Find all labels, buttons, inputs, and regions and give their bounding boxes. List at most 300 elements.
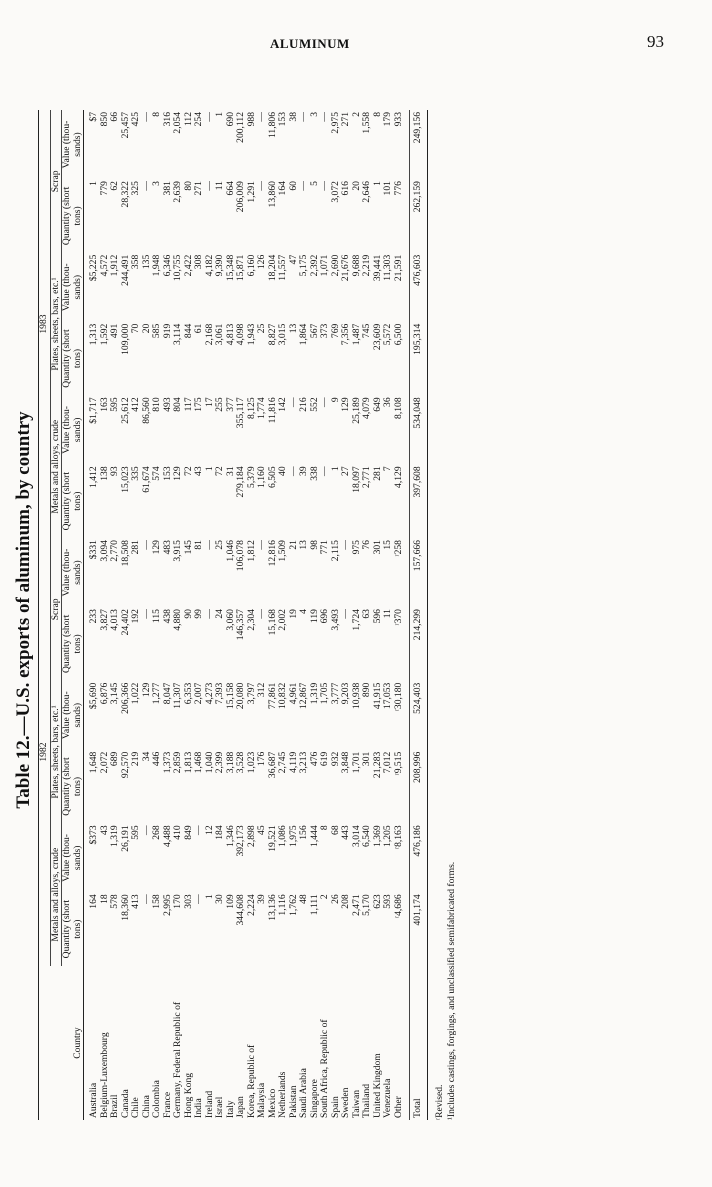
value-cell: 176 xyxy=(256,751,267,767)
value-cell: 163 xyxy=(98,397,110,412)
value-cell: 12,867 xyxy=(298,682,309,710)
country-cell: Saudi Arabia xyxy=(298,1068,309,1118)
value-cell: 2,898 xyxy=(245,825,257,847)
value-cell: $5,690 xyxy=(88,682,99,710)
value-cell: 25,457 xyxy=(119,112,131,139)
table-row xyxy=(173,110,184,1120)
value-cell: 281 xyxy=(130,540,141,555)
value-cell: — xyxy=(287,466,299,476)
value-cell: 170 xyxy=(172,894,183,909)
value-cell: 5,170 xyxy=(361,894,372,916)
table-row xyxy=(320,110,331,1120)
group-header: Plates, sheets, bars, etc.¹ xyxy=(50,681,62,824)
value-cell: 3,060 xyxy=(224,609,236,631)
value-cell: 216 xyxy=(298,397,309,412)
total-cell: 249,156 xyxy=(410,110,428,179)
value-cell: 377 xyxy=(224,397,236,412)
value-cell: 1,319 xyxy=(109,825,120,847)
value-cell: 4,572 xyxy=(98,254,110,277)
country-cell: Brazil xyxy=(109,1094,120,1118)
value-cell: 5,572 xyxy=(382,323,393,346)
value-cell: 344,608 xyxy=(235,894,246,926)
value-cell: 18 xyxy=(98,894,110,904)
value-cell: 119 xyxy=(308,609,320,624)
value-cell: — xyxy=(319,181,330,191)
total-cell: 262,159 xyxy=(410,179,428,253)
value-cell: 1,319 xyxy=(308,682,320,705)
value-cell: 325 xyxy=(130,181,141,196)
value-cell: 27 xyxy=(340,466,351,476)
value-cell: 3,915 xyxy=(172,540,183,562)
total-cell: 534,048 xyxy=(410,395,428,464)
value-cell: 1,762 xyxy=(287,894,299,916)
table-row xyxy=(278,110,289,1120)
value-cell: 6,353 xyxy=(182,682,194,705)
table-row xyxy=(383,110,394,1120)
value-cell: 4,182 xyxy=(203,254,215,277)
value-cell: 779 xyxy=(98,181,110,196)
value-cell: 596 xyxy=(371,609,383,624)
country-header: Country xyxy=(39,966,84,1120)
group-header: Plates, sheets, bars, etc.¹ xyxy=(50,253,62,396)
value-cell: 18,360 xyxy=(119,894,131,921)
value-cell: 1,046 xyxy=(224,540,236,562)
country-cell: Germany, Federal Republic of xyxy=(172,1001,183,1118)
value-cell: 1,468 xyxy=(193,751,204,774)
total-cell: 214,299 xyxy=(410,607,428,681)
value-cell: 338 xyxy=(308,466,320,481)
value-cell: 5,175 xyxy=(298,254,309,277)
value-cell: 2,054 xyxy=(172,112,183,134)
value-cell: — xyxy=(140,609,152,619)
value-cell: 2,007 xyxy=(193,682,204,705)
value-cell: 1,724 xyxy=(350,609,362,631)
value-cell: 2,745 xyxy=(277,751,288,774)
value-cell: 1,975 xyxy=(287,825,299,847)
value-cell: 98 xyxy=(308,540,320,550)
value-cell: ʳ30,180 xyxy=(392,682,404,712)
value-cell: 1,813 xyxy=(182,751,194,774)
table-row xyxy=(257,110,268,1120)
value-cell: 1,023 xyxy=(245,751,257,774)
value-cell: 850 xyxy=(98,112,110,127)
value-cell: 12,816 xyxy=(266,540,278,567)
value-cell: — xyxy=(203,181,215,191)
value-cell: — xyxy=(256,609,267,619)
value-cell: 810 xyxy=(151,397,162,412)
value-cell: 15,023 xyxy=(119,466,131,493)
value-cell: 66 xyxy=(109,112,120,122)
value-cell: 2,995 xyxy=(161,894,173,916)
value-cell: 25 xyxy=(256,323,267,334)
value-cell: 649 xyxy=(371,397,383,412)
value-cell: 1,346 xyxy=(224,825,236,847)
value-cell: 975 xyxy=(350,540,362,555)
value-cell: 3,114 xyxy=(172,323,183,345)
value-cell: 1,943 xyxy=(245,323,257,346)
value-cell: 1,160 xyxy=(256,466,267,488)
value-cell: 72 xyxy=(182,466,194,476)
value-header: Value (thou- sands) xyxy=(62,823,84,892)
value-cell: 21,676 xyxy=(340,254,351,282)
value-cell: 39 xyxy=(298,466,309,476)
value-cell: 164 xyxy=(277,181,288,196)
country-cell: Italy xyxy=(224,1100,236,1118)
value-cell: 776 xyxy=(392,181,404,196)
value-cell: 39 xyxy=(256,894,267,904)
value-cell: 316 xyxy=(161,112,173,127)
table-caption: Table 12.—U.S. exports of aluminum, by country xyxy=(13,411,34,809)
value-cell: 301 xyxy=(371,540,383,555)
value-cell: 279,184 xyxy=(235,466,246,498)
country-cell: South Africa, Republic of xyxy=(319,1019,330,1118)
value-cell: 47 xyxy=(287,254,299,265)
value-cell: 17,053 xyxy=(382,682,393,710)
value-cell: 2,646 xyxy=(361,181,372,203)
value-cell: 11,307 xyxy=(172,682,183,709)
value-cell: ʳ370 xyxy=(392,609,404,626)
value-cell: 1,812 xyxy=(245,540,257,562)
value-cell: 2,639 xyxy=(172,181,183,203)
value-cell: 1,701 xyxy=(350,751,362,774)
value-cell: 1,509 xyxy=(277,540,288,562)
value-cell: 18,097 xyxy=(350,466,362,493)
value-cell: 3,061 xyxy=(214,323,225,346)
quantity-header: Quantity (short tons) xyxy=(62,607,84,681)
value-cell: — xyxy=(193,825,204,835)
value-cell: 1,205 xyxy=(382,825,393,847)
value-cell: 153 xyxy=(161,466,173,481)
value-cell: 1,022 xyxy=(130,682,141,705)
value-cell: 11,806 xyxy=(266,112,278,139)
value-cell: 1,277 xyxy=(151,682,162,705)
quantity-header: Quantity (short tons) xyxy=(62,464,84,538)
table-row xyxy=(341,110,352,1120)
table-row xyxy=(110,110,121,1120)
quantity-header: Quantity (short tons) xyxy=(62,179,84,253)
total-cell: 401,174 xyxy=(410,892,428,966)
value-cell: 2,304 xyxy=(245,609,257,631)
value-cell: 4 xyxy=(298,609,309,614)
value-cell: $5,225 xyxy=(88,254,99,282)
value-header: Value (thou- sands) xyxy=(62,110,84,179)
value-cell: 72 xyxy=(214,466,225,476)
total-cell: 397,608 xyxy=(410,464,428,538)
value-cell: 425 xyxy=(130,112,141,127)
value-cell: ʳ258 xyxy=(392,540,404,557)
value-cell: 62 xyxy=(109,181,120,191)
value-cell: — xyxy=(203,609,215,619)
value-cell: 271 xyxy=(340,112,351,127)
value-cell: 129 xyxy=(172,466,183,481)
value-cell: 25,612 xyxy=(119,397,131,424)
value-cell: 20 xyxy=(140,323,152,334)
value-cell: 24,402 xyxy=(119,609,131,636)
value-cell: 6,540 xyxy=(361,825,372,847)
value-cell: 156 xyxy=(298,825,309,840)
value-cell: 3,213 xyxy=(298,751,309,774)
value-cell: 619 xyxy=(319,751,330,767)
value-cell: 40 xyxy=(277,466,288,476)
value-cell: 5,379 xyxy=(245,466,257,488)
value-cell: 26,191 xyxy=(119,825,131,852)
value-cell: 5 xyxy=(308,181,320,186)
country-cell: Australia xyxy=(88,1082,99,1118)
value-cell: 3,015 xyxy=(277,323,288,346)
value-cell: 932 xyxy=(329,751,341,767)
value-cell: 1 xyxy=(214,112,225,117)
value-cell: — xyxy=(319,112,330,122)
total-row xyxy=(410,110,428,1120)
value-cell: 61 xyxy=(193,323,204,334)
value-cell: 15,168 xyxy=(266,609,278,636)
value-cell: 93 xyxy=(109,466,120,476)
value-cell: 41,915 xyxy=(371,682,383,710)
value-cell: 92,570 xyxy=(119,751,131,779)
value-cell: 68 xyxy=(329,825,341,835)
value-cell: 844 xyxy=(182,323,194,339)
value-cell: 106,078 xyxy=(235,540,246,572)
value-cell: 129 xyxy=(340,397,351,412)
table-row xyxy=(362,110,373,1120)
value-cell: 410 xyxy=(172,825,183,840)
value-cell: 1 xyxy=(203,466,215,472)
value-cell: 254 xyxy=(193,112,204,127)
value-cell: — xyxy=(256,181,267,191)
value-cell: 3,777 xyxy=(329,682,341,705)
value-cell: 11,303 xyxy=(382,254,393,281)
value-cell: 8,827 xyxy=(266,323,278,346)
value-cell: 1,774 xyxy=(256,397,267,419)
value-cell: — xyxy=(140,540,152,550)
value-cell: 15,871 xyxy=(235,254,246,282)
country-cell: China xyxy=(140,1095,152,1118)
value-cell: 3,188 xyxy=(224,751,236,774)
value-cell: — xyxy=(256,112,267,122)
country-cell: Chile xyxy=(130,1097,141,1118)
value-cell: 11,557 xyxy=(277,254,288,281)
value-cell: 1,705 xyxy=(319,682,330,705)
value-cell: 8,108 xyxy=(392,397,404,419)
value-cell: 413 xyxy=(130,894,141,909)
value-cell: 10,938 xyxy=(350,682,362,710)
value-cell: 219 xyxy=(130,751,141,767)
value-cell: ʳ8,163 xyxy=(392,825,404,850)
value-cell: 4,273 xyxy=(203,682,215,705)
value-cell: 200,112 xyxy=(235,112,246,143)
value-header: Value (thou- sands) xyxy=(62,253,84,322)
table-row xyxy=(152,110,163,1120)
country-cell: United Kingdom xyxy=(371,1053,383,1118)
value-cell: 109,000 xyxy=(119,323,131,355)
value-cell: 129 xyxy=(151,540,162,555)
value-cell: 184 xyxy=(214,825,225,840)
year-header-1982: 1982 xyxy=(39,538,51,966)
value-cell: ʳ9,515 xyxy=(392,751,404,776)
value-cell: $1,717 xyxy=(88,397,99,424)
country-cell: Malaysia xyxy=(256,1082,267,1118)
value-cell: — xyxy=(193,894,204,904)
value-cell: 86,560 xyxy=(140,397,152,424)
country-cell: Taiwan xyxy=(350,1089,362,1118)
country-cell: Mexico xyxy=(266,1088,278,1118)
value-cell: 20,080 xyxy=(235,682,246,710)
value-cell: 2,471 xyxy=(350,894,362,916)
value-cell: 6,500 xyxy=(392,323,404,346)
value-cell: 1 xyxy=(371,181,383,186)
value-cell: — xyxy=(319,397,330,407)
group-header: Metals and alloys, crude xyxy=(50,823,62,966)
value-cell: 2,168 xyxy=(203,323,215,346)
value-cell: 7,356 xyxy=(340,323,351,346)
value-cell: 11 xyxy=(382,609,393,619)
footnote-revised: ʳRevised. xyxy=(433,1084,445,1120)
value-cell: 358 xyxy=(130,254,141,270)
value-cell: 308 xyxy=(193,254,204,270)
value-cell: 13 xyxy=(287,323,299,334)
value-cell: 21 xyxy=(287,540,299,550)
country-cell: Belgium-Luxembourg xyxy=(98,1032,110,1118)
value-cell: 616 xyxy=(340,181,351,196)
value-cell: 412 xyxy=(130,397,141,412)
value-header: Value (thou- sands) xyxy=(62,538,84,607)
value-cell: 1,369 xyxy=(371,825,383,847)
value-cell: 476 xyxy=(308,751,320,767)
value-cell: 1,040 xyxy=(203,751,215,774)
value-cell: 76 xyxy=(361,540,372,550)
value-cell: 7 xyxy=(382,466,393,472)
value-cell: 18,204 xyxy=(266,254,278,282)
table-row xyxy=(89,110,100,1120)
value-cell: 2 xyxy=(319,894,330,900)
value-cell: 36,687 xyxy=(266,751,278,779)
value-cell: 2,975 xyxy=(329,112,341,134)
value-cell: 4,119 xyxy=(287,751,299,773)
value-cell: 9,390 xyxy=(214,254,225,277)
value-header: Value (thou- sands) xyxy=(62,681,84,750)
value-cell: — xyxy=(140,894,152,904)
value-cell: 9,688 xyxy=(350,254,362,277)
value-cell: 3 xyxy=(308,112,320,117)
value-cell: 3,528 xyxy=(235,751,246,774)
value-cell: 13 xyxy=(298,540,309,550)
value-cell: 25 xyxy=(214,540,225,550)
country-cell: Thailand xyxy=(361,1083,372,1118)
footnotes xyxy=(434,90,458,1120)
value-cell: 13,136 xyxy=(266,894,278,921)
value-cell: 99 xyxy=(193,609,204,619)
value-cell: 206,366 xyxy=(119,682,131,714)
value-cell: 3,094 xyxy=(98,540,110,562)
value-cell: 80 xyxy=(182,181,194,191)
value-cell: 919 xyxy=(161,323,173,339)
value-cell: — xyxy=(298,181,309,191)
value-cell: 158 xyxy=(151,894,162,909)
value-cell: 175 xyxy=(193,397,204,412)
value-cell: 1,864 xyxy=(298,323,309,346)
country-cell: Ireland xyxy=(203,1090,215,1118)
value-cell: 2,002 xyxy=(277,609,288,631)
value-cell: 244,491 xyxy=(119,254,131,286)
country-cell: Japan xyxy=(235,1096,246,1118)
value-cell: 1 xyxy=(203,894,215,900)
value-cell: 849 xyxy=(182,825,194,840)
value-cell: 12 xyxy=(203,825,215,835)
country-cell: Sweden xyxy=(340,1087,351,1118)
value-cell: 567 xyxy=(308,323,320,339)
value-cell: — xyxy=(340,540,351,550)
value-cell: 769 xyxy=(329,323,341,339)
value-cell: 595 xyxy=(109,397,120,412)
total-cell: 476,186 xyxy=(410,823,428,892)
value-cell: 153 xyxy=(277,112,288,127)
total-label: Total xyxy=(410,966,428,1120)
value-cell: 303 xyxy=(182,894,194,909)
value-cell: 438 xyxy=(161,609,173,624)
value-cell: 1,487 xyxy=(350,323,362,346)
value-cell: 19 xyxy=(287,609,299,619)
value-cell: 1 xyxy=(88,181,99,186)
value-cell: 1,291 xyxy=(245,181,257,203)
value-cell: 21,283 xyxy=(371,751,383,779)
total-cell: 157,666 xyxy=(410,538,428,607)
value-cell: 2,771 xyxy=(361,466,372,488)
value-cell: 493 xyxy=(161,397,173,412)
value-cell: 109 xyxy=(224,894,236,909)
value-cell: $373 xyxy=(88,825,99,845)
value-cell: ʳ4,686 xyxy=(392,894,404,918)
page-number: 93 xyxy=(647,32,664,51)
value-cell: 145 xyxy=(182,540,194,555)
value-cell: 585 xyxy=(151,323,162,339)
value-cell: 355,117 xyxy=(235,397,246,429)
value-cell: $7 xyxy=(88,112,99,122)
value-cell: 9,203 xyxy=(340,682,351,705)
value-cell: 7,393 xyxy=(214,682,225,705)
value-cell: 4,880 xyxy=(172,609,183,631)
total-cell: 195,314 xyxy=(410,322,428,396)
value-cell: 1,116 xyxy=(277,894,288,916)
value-cell: 890 xyxy=(361,682,372,698)
value-cell: 2,422 xyxy=(182,254,194,277)
value-cell: — xyxy=(340,609,351,619)
country-cell: Korea, Republic of xyxy=(245,1044,257,1118)
value-cell: 268 xyxy=(151,825,162,840)
value-cell: 15,158 xyxy=(224,682,236,710)
value-cell: 11,816 xyxy=(266,397,278,424)
value-cell: 6,160 xyxy=(245,254,257,277)
value-cell: 23,609 xyxy=(371,323,383,351)
group-header: Scrap xyxy=(50,110,62,253)
table-row xyxy=(131,110,142,1120)
value-cell: 2 xyxy=(350,112,362,117)
country-cell: Israel xyxy=(214,1096,225,1118)
value-cell: 3,827 xyxy=(98,609,110,631)
value-cell: 192 xyxy=(130,609,141,624)
value-cell: 146,357 xyxy=(235,609,246,641)
value-cell: 15 xyxy=(382,540,393,550)
value-cell: 593 xyxy=(382,894,393,909)
value-cell: 15,348 xyxy=(224,254,236,282)
country-cell: Pakistan xyxy=(287,1085,299,1118)
value-cell: 135 xyxy=(140,254,152,270)
value-cell: 25,189 xyxy=(350,397,362,424)
value-cell: 771 xyxy=(319,540,330,555)
value-cell: 373 xyxy=(319,323,330,339)
value-cell: 179 xyxy=(382,112,393,127)
value-cell: 43 xyxy=(98,825,110,835)
value-cell: 6,346 xyxy=(161,254,173,277)
